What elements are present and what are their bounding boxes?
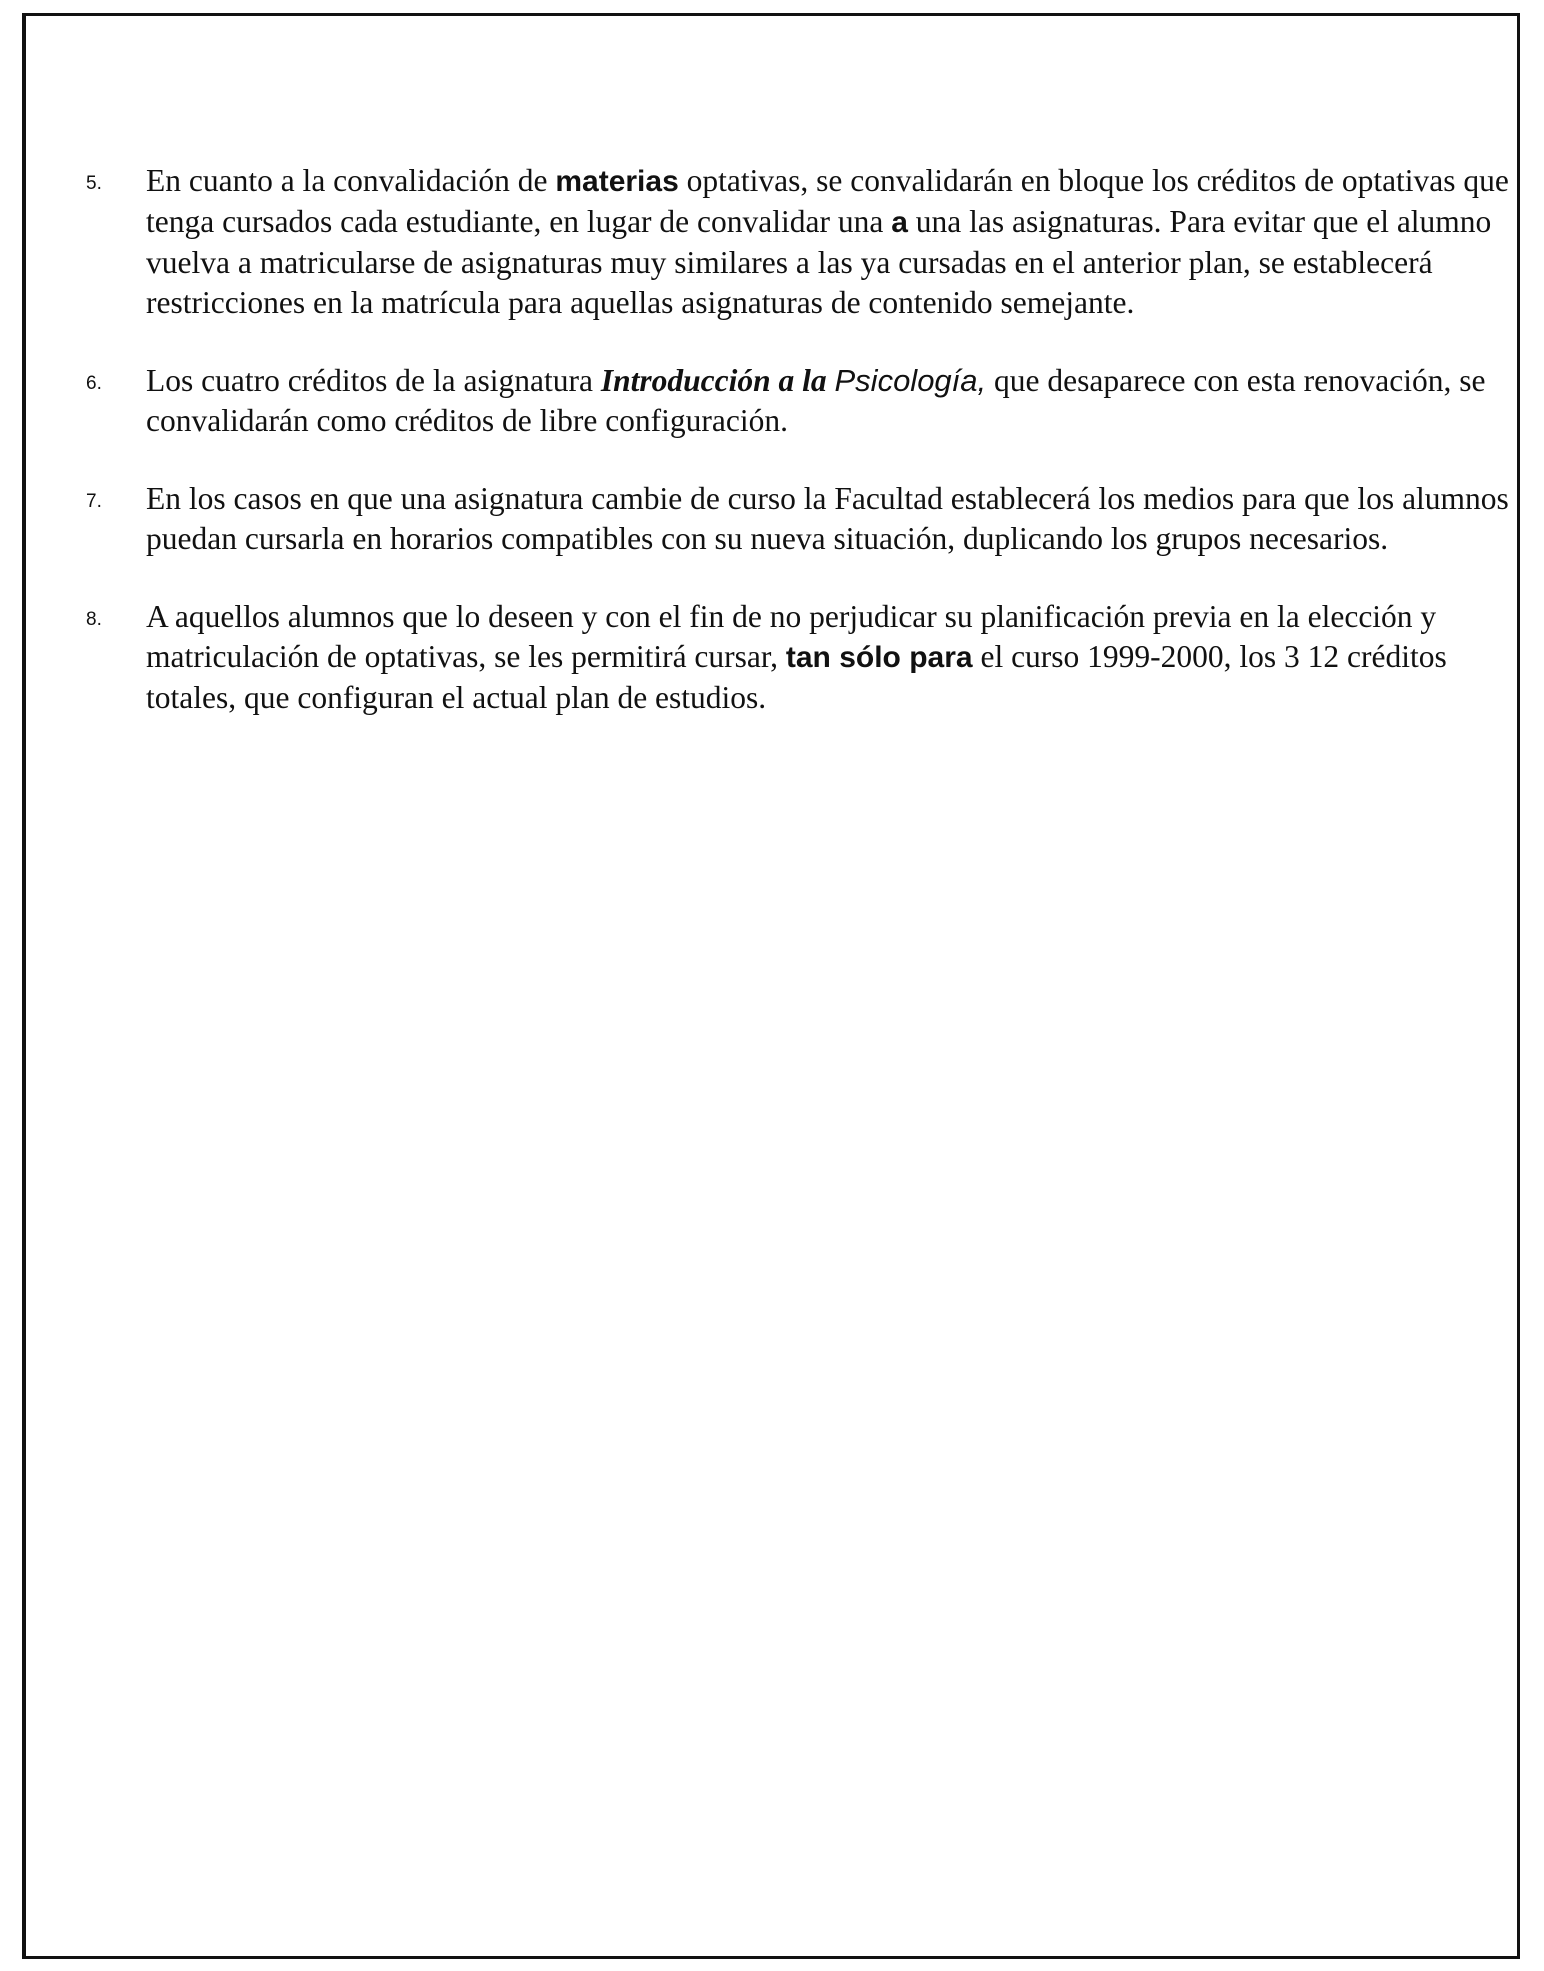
item-text-emphasis: materias <box>555 165 679 198</box>
course-title-italic-sans: Psicología, <box>834 363 987 398</box>
item-text-segment: el curso 1999-2000, los 3 12 créditos totales, que configuran el actual plan de estudios. <box>146 639 1447 715</box>
numbered-list <box>86 161 1516 756</box>
list-item-7 <box>86 479 1516 559</box>
item-text-segment: Los cuatro créditos de la asignatura <box>146 363 601 398</box>
item-number: 7. <box>86 491 102 512</box>
item-text-segment: optativas, se convalidarán en bloque los créditos de optativas que tenga cursados cada estudiante, en lugar de convalidar una <box>146 163 1509 239</box>
item-text-segment: En cuanto a la convalidación de <box>146 163 556 198</box>
item-text <box>146 597 1516 718</box>
page-frame <box>22 13 1520 1959</box>
course-title-italic: Introducción a la <box>600 363 827 398</box>
list-item-8 <box>86 597 1516 718</box>
item-text-segment: En los casos en que una asignatura cambie de curso la Facultad establecerá los medios para que los alumnos puedan cursarla en horarios compatibles con su nueva situación, duplicando los grupos necesarios. <box>146 481 1509 556</box>
item-number: 6. <box>86 373 102 394</box>
list-item-6 <box>86 361 1516 441</box>
item-text-emphasis: a <box>891 206 908 239</box>
item-text <box>146 161 1516 323</box>
item-number: 8. <box>86 609 102 630</box>
item-text-segment: una las asignaturas. Para evitar que el alumno vuelva a matricularse de asignaturas muy similares a las ya cursadas en el anterior plan, se establecerá restricciones en la matrícula para aquellas asignaturas de contenido semejante. <box>146 204 1492 320</box>
list-item-5 <box>86 161 1516 323</box>
item-text <box>146 361 1516 441</box>
item-number: 5. <box>86 173 102 194</box>
item-text <box>146 479 1516 559</box>
item-text-segment: A aquellos alumnos que lo deseen y con el fin de no perjudicar su planificación previa en la elección y matriculación de optativas, se les permitirá cursar, <box>146 599 1437 674</box>
item-text-segment: que desaparece con esta renovación, se convalidarán como créditos de libre configuración. <box>146 363 1486 438</box>
item-text-segment <box>827 363 835 398</box>
item-text-emphasis: tan sólo para <box>785 641 973 674</box>
